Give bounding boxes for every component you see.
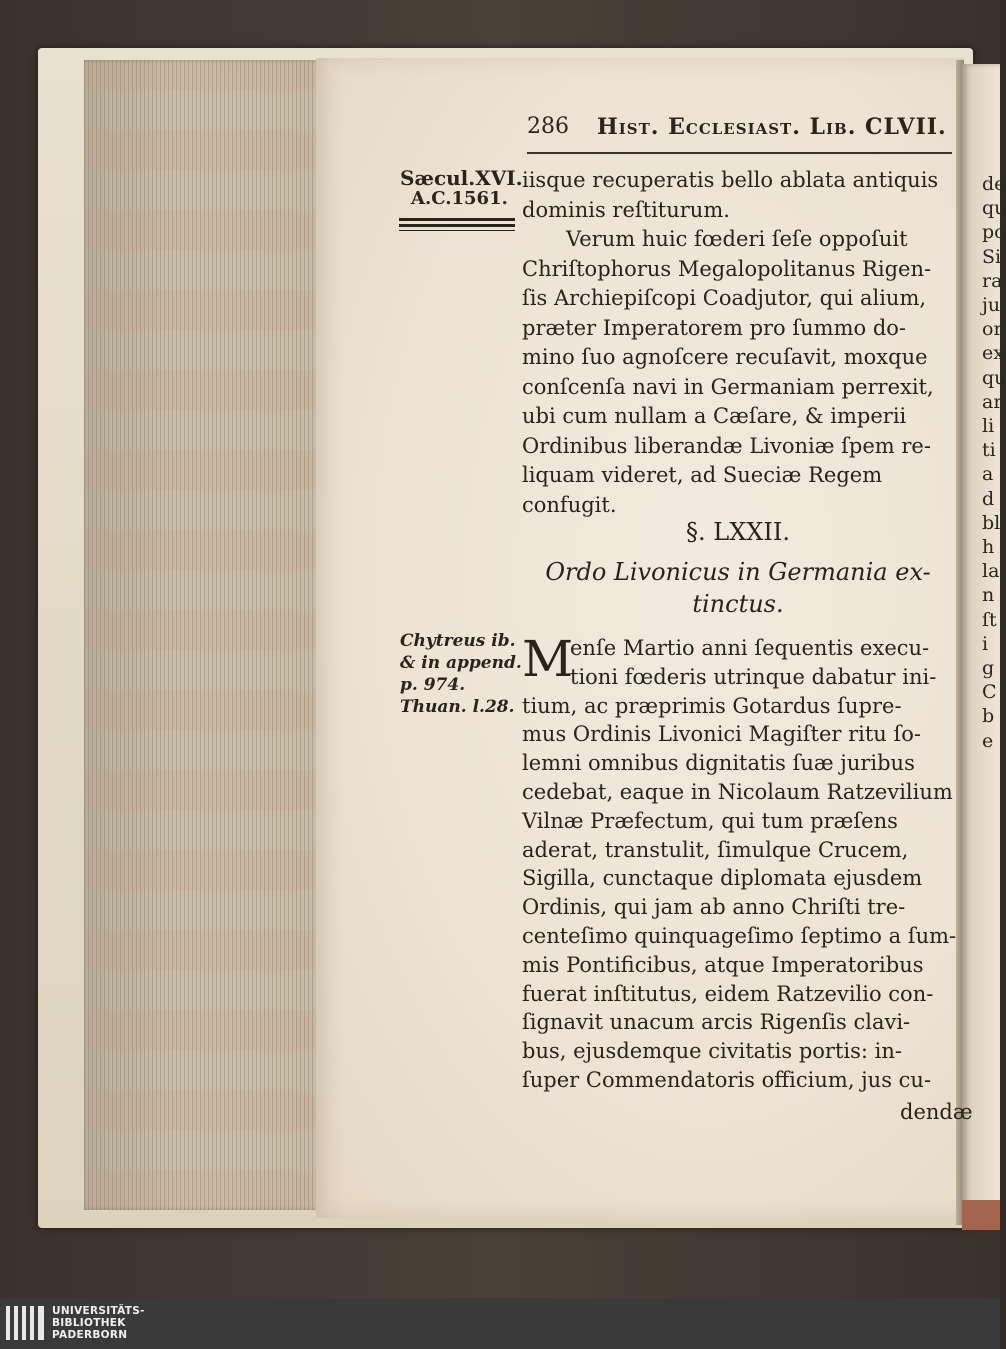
facing-page-fragment: qu [982,197,1006,220]
facing-page-fragment: e [982,729,994,752]
text-line: Chriſtophorus Megalopolitanus Rigen- [522,256,932,281]
margin-rule [399,230,515,231]
section-title [522,556,954,620]
facing-page-text [982,172,1006,753]
section-title-line: tinctus. [692,590,784,618]
text-line: Vilnæ Præfectum, qui tum præſens [522,808,898,833]
facing-page-fragment: li [982,415,995,438]
facing-page-fragment: b [982,705,995,728]
facing-page-fragment: C [982,681,997,704]
text-line: mis Pontificibus, atque Imperatoribus [522,952,924,977]
reference-line: Thuan. l.28. [400,697,515,717]
facing-page-fragment: ra [982,269,1003,292]
page-edges [84,60,322,1210]
text-line: enſe Martio anni ſequentis execu- [570,636,930,660]
facing-page-fragment: d [982,487,995,510]
text-line: cedebat, eaque in Nicolaum Ratzevilium [522,779,953,804]
text-line: iisque recuperatis bello ablata antiquis [522,168,939,192]
facing-page-fragment: de [982,173,1006,195]
facing-page-fragment: i [982,632,989,655]
facing-page-fragment: po [982,221,1006,244]
text-line: dominis reſtiturum. [522,197,730,222]
running-title: Hist. Ecclesiast. Lib. CLVII. [597,114,947,140]
text-line: conſcenſa navi in Germaniam perrexit, [522,374,934,399]
text-line: mino ſuo agnoſcere recuſavit, moxque [522,345,928,369]
facing-page-fragment: ar [982,390,1003,413]
facing-page-fragment: ex [982,342,1004,365]
logo-line: UNIVERSITÄTS- [52,1305,145,1317]
text-line: tioni fœderis utrinque dabatur ini- [570,664,937,689]
body-text-top [522,166,954,520]
text-line: Ordinis, qui jam ab anno Chriſti tre- [522,895,906,920]
facing-page-fragment: a [982,463,994,486]
text-line: aderat, transtulit, ſimulque Crucem, [522,837,909,862]
header-rule [527,152,952,154]
footer-bar [0,1298,1000,1349]
library-logo-text [52,1305,145,1341]
text-line: Ordinibus liberandæ Livoniæ ſpem re- [522,433,931,458]
text-line: bus, ejusdemque civitatis portis: in- [522,1039,902,1064]
drop-cap: M [522,630,574,688]
margin-note-anno: A.C.1561. [411,188,508,209]
margin-note-saeculum: Sæcul.XVI. [400,166,523,190]
text-line: liquam videret, ad Sueciæ Regem [522,463,883,487]
text-line: ſignavit unacum arcis Rigenſis clavi- [522,1010,911,1035]
margin-rule [399,224,515,227]
page-number: 286 [527,114,569,139]
facing-page-fragment: h [982,536,995,559]
facing-page-fragment: g [982,657,995,680]
reference-line: & in append. [400,653,522,673]
catchword: dendæ [900,1100,973,1124]
facing-page-fragment: ju [982,294,1001,317]
text-line: præter Imperatorem pro ſummo do- [522,315,906,340]
margin-rule [399,218,515,221]
text-line: centeſimo quinquageſimo ſeptimo a ſum- [522,923,957,948]
facing-page-fragment: ſt [982,608,997,631]
logo-line: BIBLIOTHEK [52,1317,126,1329]
reference-line: p. 974. [400,675,466,695]
text-line: confugit. [522,492,617,517]
facing-page-fragment: n [982,584,995,607]
facing-page-fragment: Si [982,245,1002,268]
page-header [527,114,952,144]
facing-page-fragment: qu [982,366,1006,389]
library-logo-icon [6,1306,48,1340]
text-line: ſis Archiepiſcopi Coadjutor, qui alium, [522,286,927,310]
text-line: ubi cum nullam a Cæſare, & imperii [522,404,907,428]
logo-line: PADERBORN [52,1329,128,1341]
section-number: §. LXXII. [686,518,790,546]
text-line: lemni omnibus dignitatis ſuæ juribus [522,751,915,776]
facing-page-fragment: bl [982,511,1001,534]
text-line: Sigilla, cunctaque diplomata ejusdem [522,866,923,891]
section-title-line: Ordo Livonicus in Germania ex- [545,558,931,586]
text-line: Verum huic fœderi ſeſe oppoſuit [566,227,908,251]
red-edge [962,1200,1000,1230]
margin-note-references [400,630,522,718]
facing-page-fragment: or [982,318,1003,341]
reference-line: Chytreus ib. [400,631,516,651]
body-text-bottom [522,630,957,1095]
text-line: mus Ordinis Livonici Magiſter ritu ſo- [522,722,921,747]
text-line: ſuper Commendatoris officium, jus cu- [522,1067,932,1092]
text-line: fuerat inſtitutus, eidem Ratzevilio con- [522,981,934,1006]
facing-page-fragment: la [982,560,1000,583]
facing-page-fragment: ti [982,439,996,462]
text-line: tium, ac præprimis Gotardus ſupre- [522,693,902,718]
